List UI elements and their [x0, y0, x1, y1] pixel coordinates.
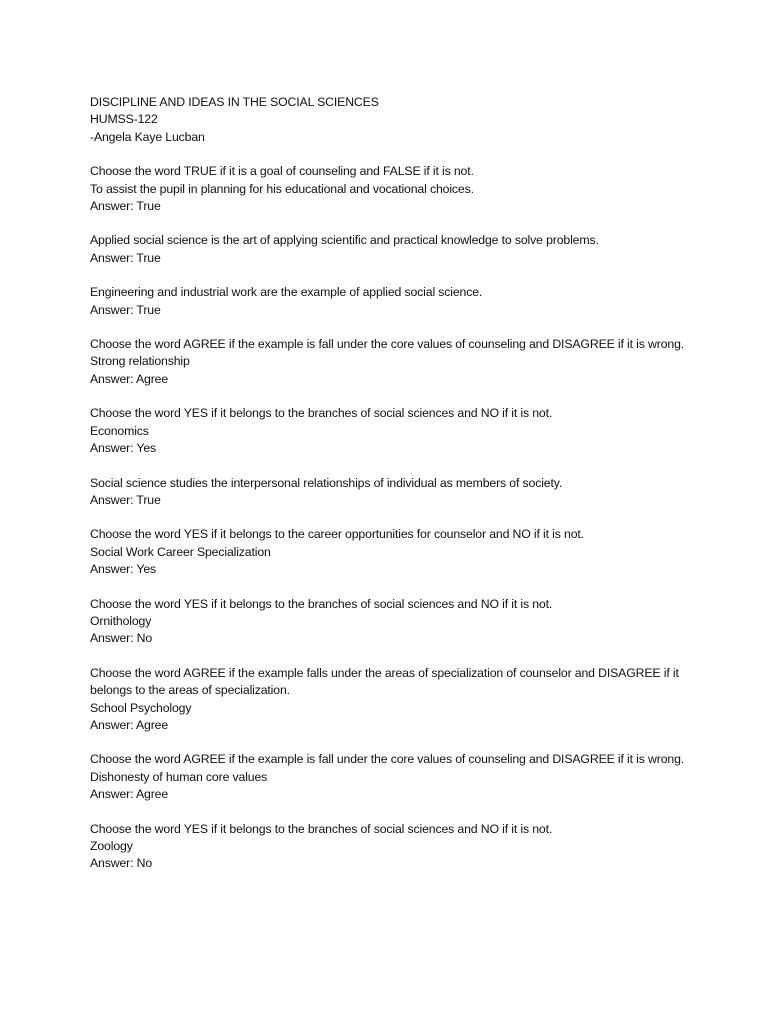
question-instruction: Choose the word AGREE if the example is fall under the core values of counseling and DISAGREE if it is wrong.	[90, 337, 685, 352]
question-prompt: To assist the pupil in planning for his educational and vocational choices.	[90, 181, 474, 196]
document-header	[90, 94, 708, 146]
question-item	[90, 284, 708, 319]
author-name: -Angela Kaye Lucban	[90, 129, 205, 144]
question-item	[90, 596, 708, 648]
question-instruction: Choose the word AGREE if the example falls under the areas of specialization of counselor and DISAGREE if it belongs to the areas of specialization.	[90, 665, 682, 698]
question-instruction: Choose the word YES if it belongs to the career opportunities for counselor and NO if it is not.	[90, 527, 584, 542]
question-prompt: Social Work Career Specialization	[90, 544, 271, 559]
question-answer: Answer: Agree	[90, 717, 169, 732]
question-answer: Answer: True	[90, 199, 161, 214]
question-item	[90, 405, 708, 457]
question-prompt: Applied social science is the art of applying scientific and practical knowledge to solve problems.	[90, 233, 599, 248]
document-title: DISCIPLINE AND IDEAS IN THE SOCIAL SCIENCES	[90, 95, 379, 109]
question-instruction: Choose the word YES if it belongs to the branches of social sciences and NO if it is not.	[90, 821, 553, 836]
question-item	[90, 232, 708, 267]
question-instruction: Choose the word AGREE if the example is fall under the core values of counseling and DISAGREE if it is wrong.	[90, 752, 685, 767]
question-answer: Answer: True	[90, 250, 161, 265]
question-answer: Answer: True	[90, 302, 161, 317]
question-answer: Answer: Agree	[90, 787, 169, 802]
question-instruction: Choose the word YES if it belongs to the branches of social sciences and NO if it is not.	[90, 596, 553, 611]
question-answer: Answer: Yes	[90, 441, 157, 456]
question-prompt: Strong relationship	[90, 354, 190, 369]
question-item	[90, 526, 708, 578]
question-answer: Answer: No	[90, 631, 153, 646]
question-answer: Answer: True	[90, 492, 161, 507]
question-answer: Answer: Yes	[90, 562, 157, 577]
question-answer: Answer: Agree	[90, 371, 169, 386]
question-instruction: Choose the word YES if it belongs to the branches of social sciences and NO if it is not.	[90, 406, 553, 421]
question-prompt: Economics	[90, 423, 149, 438]
course-code: HUMSS-122	[90, 112, 158, 127]
question-prompt: Engineering and industrial work are the example of applied social science.	[90, 285, 483, 300]
question-item	[90, 336, 708, 388]
question-item	[90, 821, 708, 873]
question-prompt: School Psychology	[90, 700, 192, 715]
question-item	[90, 475, 708, 510]
question-prompt: Dishonesty of human core values	[90, 769, 268, 784]
question-prompt: Ornithology	[90, 613, 152, 628]
question-prompt: Zoology	[90, 839, 133, 853]
question-item	[90, 751, 708, 803]
question-answer: Answer: No	[90, 856, 153, 871]
question-instruction: Choose the word TRUE if it is a goal of counseling and FALSE if it is not.	[90, 164, 474, 179]
question-prompt: Social science studies the interpersonal relationships of individual as members of society.	[90, 475, 563, 490]
question-item	[90, 665, 708, 735]
question-item	[90, 163, 708, 215]
